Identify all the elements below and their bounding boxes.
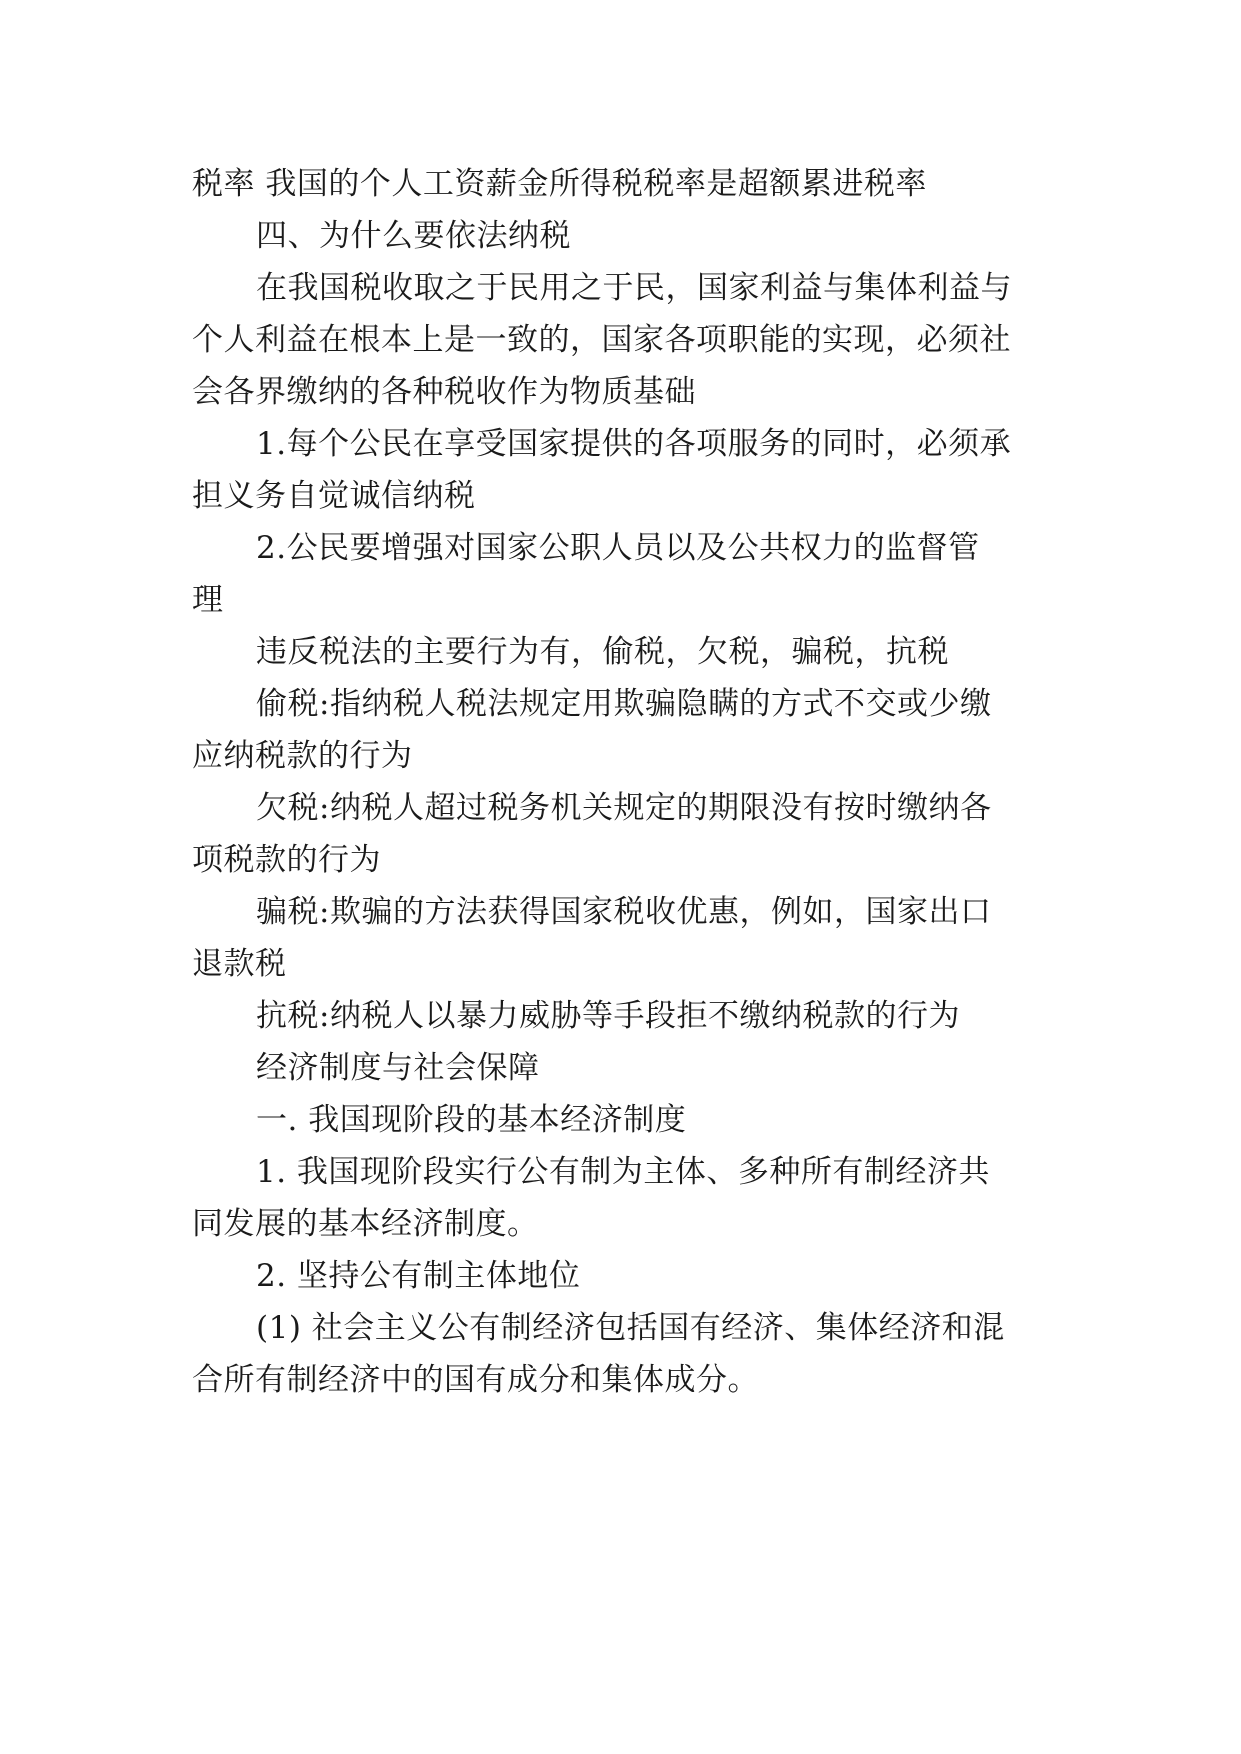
text-line: 抗税:纳税人以暴力威胁等手段拒不缴纳税款的行为 bbox=[256, 998, 960, 1034]
text-line: 项税款的行为 bbox=[192, 842, 381, 878]
text-line: (1) 社会主义公有制经济包括国有经济、集体经济和混 bbox=[256, 1310, 1005, 1346]
text-line: 在我国税收取之于民用之于民，国家利益与集体利益与 bbox=[256, 270, 1012, 306]
text-line: 偷税:指纳税人税法规定用欺骗隐瞒的方式不交或少缴 bbox=[256, 686, 992, 722]
section-heading: 一. 我国现阶段的基本经济制度 bbox=[256, 1102, 687, 1138]
text-line: 违反税法的主要行为有，偷税，欠税，骗税，抗税 bbox=[256, 634, 949, 670]
text-line: 税率 我国的个人工资薪金所得税税率是超额累进税率 bbox=[192, 166, 927, 202]
section-heading: 四、为什么要依法纳税 bbox=[256, 218, 571, 254]
text-line: 1. 我国现阶段实行公有制为主体、多种所有制经济共 bbox=[256, 1154, 990, 1190]
text-line: 2.公民要增强对国家公职人员以及公共权力的监督管 bbox=[256, 530, 980, 566]
text-line: 同发展的基本经济制度。 bbox=[192, 1206, 539, 1242]
text-line: 欠税:纳税人超过税务机关规定的期限没有按时缴纳各 bbox=[256, 790, 992, 826]
text-line: 担义务自觉诚信纳税 bbox=[192, 478, 476, 514]
text-line: 退款税 bbox=[192, 946, 287, 982]
text-line: 应纳税款的行为 bbox=[192, 738, 413, 774]
text-line: 2. 坚持公有制主体地位 bbox=[256, 1258, 581, 1294]
text-line: 个人利益在根本上是一致的，国家各项职能的实现，必须社 bbox=[192, 322, 1011, 358]
text-line: 合所有制经济中的国有成分和集体成分。 bbox=[192, 1362, 759, 1398]
text-line: 1.每个公民在享受国家提供的各项服务的同时，必须承 bbox=[256, 426, 1012, 462]
text-line: 理 bbox=[192, 582, 224, 618]
text-line: 骗税:欺骗的方法获得国家税收优惠，例如，国家出口 bbox=[256, 894, 992, 930]
text-line: 会各界缴纳的各种税收作为物质基础 bbox=[192, 374, 696, 410]
section-heading: 经济制度与社会保障 bbox=[256, 1050, 540, 1086]
